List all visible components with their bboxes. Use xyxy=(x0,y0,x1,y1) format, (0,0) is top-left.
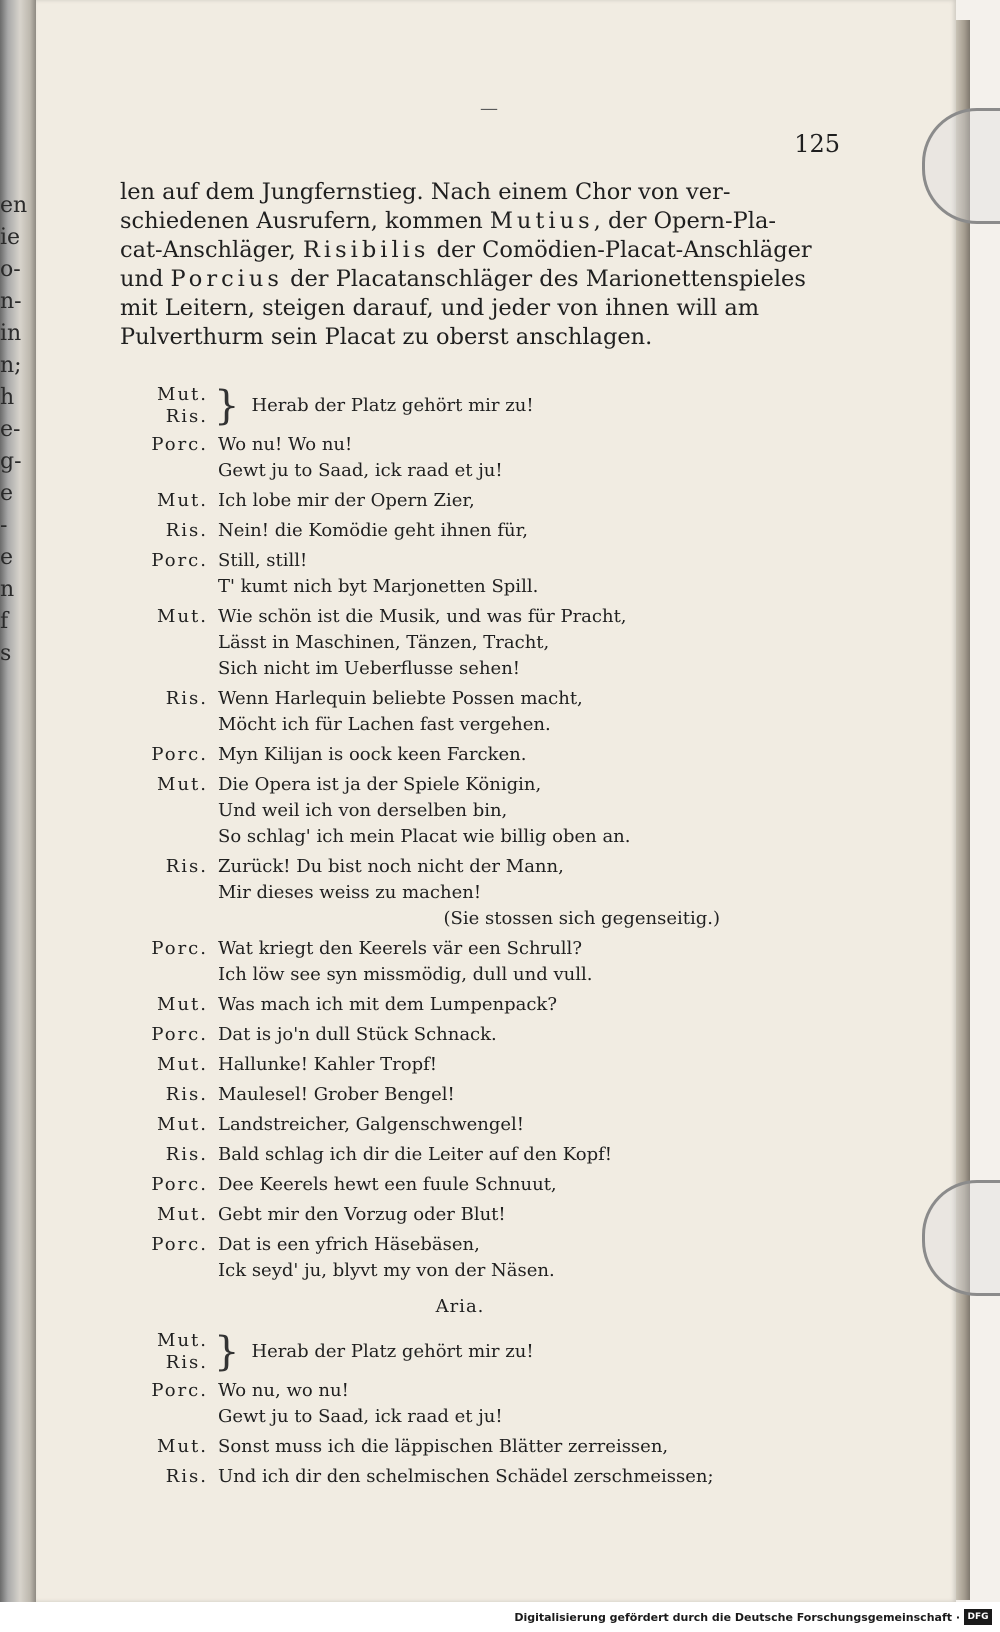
margin-fragment: n- xyxy=(0,289,22,314)
character-name: Risibilis xyxy=(302,237,430,263)
spoken-line: Landstreicher, Galgenschwengel! xyxy=(218,1114,525,1135)
spoken-line: Mir dieses weiss zu machen! xyxy=(218,882,482,903)
speaker: Mut. xyxy=(157,1204,208,1225)
margin-fragment: in xyxy=(0,321,22,346)
spoken-line: Herab der Platz gehört mir zu! xyxy=(251,395,534,416)
spoken-line: Ich lobe mir der Opern Zier, xyxy=(218,490,475,511)
spoken-line: Dat is jo'n dull Stück Schnack. xyxy=(218,1024,497,1045)
spoken-line: Hallunke! Kahler Tropf! xyxy=(218,1054,438,1075)
speaker: Porc. xyxy=(151,1380,208,1401)
speaker: Ris. xyxy=(165,856,208,877)
speaker: Ris. xyxy=(165,688,208,709)
margin-fragment: e- xyxy=(0,417,21,442)
intro-line: cat-Anschläger, Risibilis der Comödien-Placat-Anschläger xyxy=(120,237,812,263)
spoken-line: Die Opera ist ja der Spiele Königin, xyxy=(218,774,542,795)
dialogue-row xyxy=(120,1142,840,1168)
margin-fragment: f xyxy=(0,609,9,634)
spoken-line: Gewt ju to Saad, ick raad et ju! xyxy=(218,1406,503,1427)
character-name: Mutius xyxy=(489,208,594,234)
speaker: Porc. xyxy=(151,938,208,959)
facing-page-margin xyxy=(0,190,28,670)
dialogue-row xyxy=(120,772,840,850)
speaker: Mut. xyxy=(157,606,208,627)
spoken-line: Sonst muss ich die läppischen Blätter zerreissen, xyxy=(218,1436,669,1457)
intro-line: mit Leitern, steigen darauf, und jeder von ihnen will am xyxy=(120,295,760,321)
spoken-line: Und ich dir den schelmischen Schädel zerschmeissen; xyxy=(218,1466,714,1487)
speaker: Porc. xyxy=(151,1234,208,1255)
duet-row xyxy=(120,1330,840,1374)
brace-icon: } xyxy=(214,1329,240,1375)
margin-fragment: en xyxy=(0,193,28,218)
margin-fragment: - xyxy=(0,513,8,538)
speaker: Porc. xyxy=(151,550,208,571)
funding-notice: Digitalisierung gefördert durch die Deutsche Forschungsgemeinschaft · xyxy=(514,1611,960,1624)
speaker: Mut. xyxy=(157,1436,208,1457)
dialogue-row xyxy=(120,1202,840,1228)
intro-line: Pulverthurm sein Placat zu oberst anschlagen. xyxy=(120,324,653,350)
speaker: Mut. xyxy=(157,1054,208,1075)
dfg-logo: DFG xyxy=(964,1609,992,1625)
speaker: Mut. xyxy=(157,1330,208,1351)
spoken-line: Und weil ich von derselben bin, xyxy=(218,800,508,821)
spoken-line: So schlag' ich mein Placat wie billig oben an. xyxy=(218,826,631,847)
brace-icon: } xyxy=(214,383,240,429)
spoken-line: Was mach ich mit dem Lumpenpack? xyxy=(218,994,557,1015)
dialogue-row xyxy=(120,1378,840,1430)
dialogue-row xyxy=(120,936,840,988)
dialogue-row xyxy=(120,1052,840,1078)
spoken-line: Zurück! Du bist noch nicht der Mann, xyxy=(218,856,564,877)
margin-fragment: s xyxy=(0,641,12,666)
speaker: Ris. xyxy=(165,1084,208,1105)
dialogue-row xyxy=(120,1434,840,1460)
margin-fragment: e xyxy=(0,545,14,570)
dialogue-row xyxy=(120,1082,840,1108)
spoken-line: Wie schön ist die Musik, und was für Pracht, xyxy=(218,606,627,627)
speaker: Ris. xyxy=(165,520,208,541)
dialogue-row xyxy=(120,742,840,768)
stage-direction: (Sie stossen sich gegenseitig.) xyxy=(443,908,720,929)
spoken-line: Gebt mir den Vorzug oder Blut! xyxy=(218,1204,506,1225)
dialogue-row xyxy=(120,604,840,682)
spoken-line: T' kumt nich byt Marjonetten Spill. xyxy=(218,576,539,597)
spoken-line: Bald schlag ich dir die Leiter auf den Kopf! xyxy=(218,1144,613,1165)
spoken-line: Nein! die Komödie geht ihnen für, xyxy=(218,520,528,541)
margin-fragment: g- xyxy=(0,449,22,474)
dialogue-row xyxy=(120,548,840,600)
duet-row xyxy=(120,384,840,428)
dialogue-row xyxy=(120,488,840,514)
spoken-line: Lässt in Maschinen, Tänzen, Tracht, xyxy=(218,632,550,653)
dialogue-row xyxy=(120,1112,840,1138)
spoken-line: Dat is een yfrich Häsebäsen, xyxy=(218,1234,480,1255)
top-dash-mark: — xyxy=(480,98,498,119)
spoken-line: Herab der Platz gehört mir zu! xyxy=(251,1341,534,1362)
spoken-line: Wenn Harlequin beliebte Possen macht, xyxy=(218,688,583,709)
margin-fragment: ie xyxy=(0,225,21,250)
page-stack-edge xyxy=(956,20,970,1600)
speaker: Porc. xyxy=(151,434,208,455)
speaker: Ris. xyxy=(165,1352,208,1373)
speaker: Mut. xyxy=(157,994,208,1015)
spoken-line: Möcht ich für Lachen fast vergehen. xyxy=(218,714,551,735)
dialogue-row xyxy=(120,1232,840,1284)
speaker: Mut. xyxy=(157,1114,208,1135)
speaker: Ris. xyxy=(165,406,208,427)
intro-paragraph xyxy=(120,178,840,352)
spoken-line: Still, still! xyxy=(218,550,308,571)
intro-line: schiedenen Ausrufern, kommen Mutius, der Opern-Pla- xyxy=(120,208,776,234)
character-name: Porcius xyxy=(170,266,283,292)
speaker-pair xyxy=(120,1330,214,1374)
dialogue-block xyxy=(120,384,840,1494)
dialogue-row xyxy=(120,992,840,1018)
margin-fragment: h xyxy=(0,385,15,410)
margin-fragment: e xyxy=(0,481,14,506)
dialogue-row xyxy=(120,854,840,932)
speaker: Porc. xyxy=(151,744,208,765)
spoken-line: Gewt ju to Saad, ick raad et ju! xyxy=(218,460,503,481)
dialogue-row xyxy=(120,1464,840,1490)
speaker: Ris. xyxy=(165,1466,208,1487)
dialogue-row xyxy=(120,432,840,484)
spoken-line: Wat kriegt den Keerels vär een Schrull? xyxy=(218,938,582,959)
spoken-line: Sich nicht im Ueberflusse sehen! xyxy=(218,658,521,679)
spoken-line: Wo nu! Wo nu! xyxy=(218,434,353,455)
spoken-line: Dee Keerels hewt een fuule Schnuut, xyxy=(218,1174,557,1195)
margin-fragment: n; xyxy=(0,353,22,378)
speaker: Mut. xyxy=(157,490,208,511)
spoken-line: Myn Kilijan is oock keen Farcken. xyxy=(218,744,527,765)
dialogue-row xyxy=(120,518,840,544)
intro-line: und Porcius der Placatanschläger des Marionettenspieles xyxy=(120,266,806,292)
spoken-line: Wo nu, wo nu! xyxy=(218,1380,349,1401)
spoken-line: Maulesel! Grober Bengel! xyxy=(218,1084,455,1105)
intro-line: len auf dem Jungfernstieg. Nach einem Chor von ver- xyxy=(120,179,731,205)
spoken-line: Ick seyd' ju, blyvt my von der Näsen. xyxy=(218,1260,555,1281)
dialogue-row xyxy=(120,686,840,738)
page-number: 125 xyxy=(794,130,840,158)
speaker: Porc. xyxy=(151,1024,208,1045)
speaker: Porc. xyxy=(151,1174,208,1195)
aria-heading: Aria. xyxy=(435,1296,485,1317)
dialogue-row xyxy=(120,1172,840,1198)
speaker: Ris. xyxy=(165,1144,208,1165)
speaker-pair xyxy=(120,384,214,428)
dialogue-row xyxy=(120,1022,840,1048)
spoken-line: Ich löw see syn missmödig, dull und vull. xyxy=(218,964,593,985)
speaker: Mut. xyxy=(157,384,208,405)
speaker: Mut. xyxy=(157,774,208,795)
margin-fragment: n xyxy=(0,577,15,602)
margin-fragment: o- xyxy=(0,257,21,282)
